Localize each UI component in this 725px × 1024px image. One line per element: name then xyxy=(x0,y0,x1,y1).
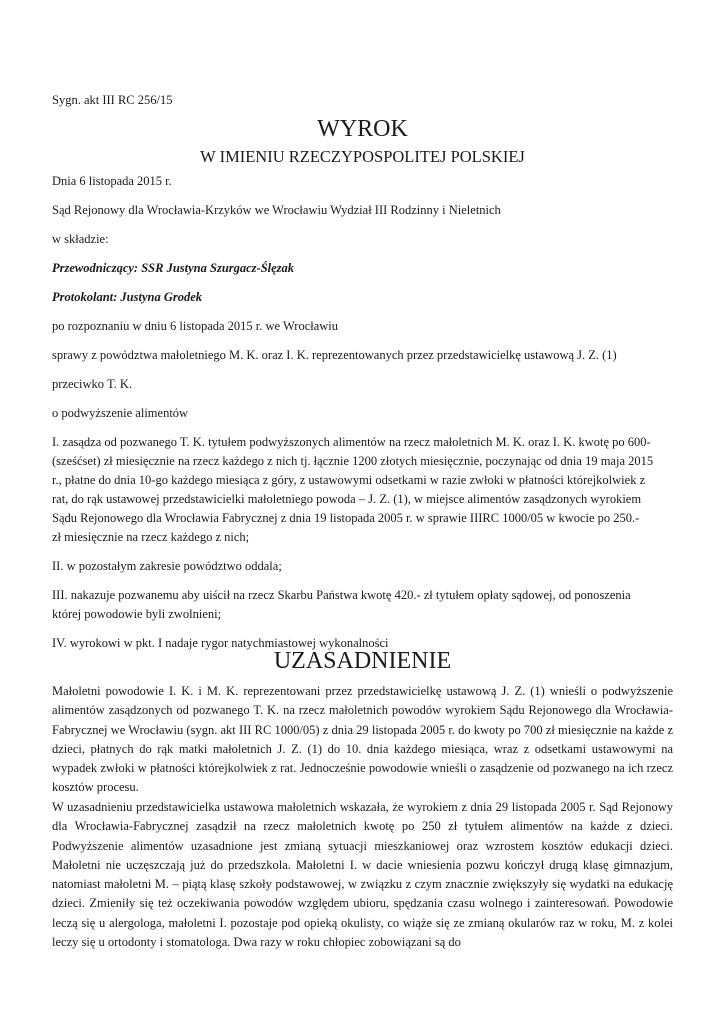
verdict-line: Sądu Rejonowego dla Wrocławia Fabrycznej z dnia 19 listopada 2005 r. w sprawie IIIRC 1000/05 w kwocie po 250.- xyxy=(52,511,640,525)
court-clerk: Protokolant: Justyna Grodek xyxy=(52,290,203,304)
justification-paragraph-1: Małoletni powodowie I. K. i M. K. reprezentowani przez przedstawicielkę ustawową J. Z. (1) wnieśli o podwyższenie alimentów zasądzonych od pozwanego T. K. na rzecz małoletnich powodów wyrokiem Sądu Rejonowego dla Wrocławia-Fabrycznej we Wrocławiu (sygn. akt III RC 1000/05) z dnia 29 listopada 2005 r. do kwoty po 700 zł miesięcznie na każde z dzieci, płatnych do rąk matki małoletnich J. Z. (1) do 10. dnia każdego miesiąca, wraz z odsetkami ustawowymi na wypadek zwłoki w płatności którejkolwiek z rat. Jednocześnie powodowie wnieśli o zasądzenie od pozwanego na ich rzecz kosztów procesu. xyxy=(52,684,673,795)
verdict-line: (sześćset) zł miesięcznie na rzecz każdego z nich tj. łącznie 1200 złotych miesięcznie, poczynając od dnia 19 maja 2015 xyxy=(52,454,654,468)
verdict-point-4: IV. wyrokowi w pkt. I nadaje rygor natychmiastowej wykonalności xyxy=(52,636,389,650)
verdict-point-2: II. w pozostałym zakresie powództwo oddala; xyxy=(52,559,282,573)
verdict-line: rat, do rąk ustawowej przedstawicielki małoletniego powoda – J. Z. (1), w miejsce alimentów zasądzonych wyrokiem xyxy=(52,492,642,506)
verdict-line: I. zasądza od pozwanego T. K. tytułem podwyższonych alimentów na rzecz małoletnich M. K. oraz I. K. kwotę po 600- xyxy=(52,435,651,449)
verdict-line: której powodowie byli zwolnieni; xyxy=(52,607,222,621)
verdict-line: zł miesięcznie na rzecz każdego z nich; xyxy=(52,530,250,544)
case-number: Sygn. akt III RC 256/15 xyxy=(52,93,173,107)
judgment-date: Dnia 6 listopada 2015 r. xyxy=(52,174,172,188)
justification-title: UZASADNIENIE xyxy=(273,648,452,674)
presiding-judge: Przewodniczący: SSR Justyna Szurgacz-Ślęzak xyxy=(52,261,295,275)
court-name: Sąd Rejonowy dla Wrocławia-Krzyków we Wrocławiu Wydział III Rodzinny i Nieletnich xyxy=(52,203,501,217)
composition-label: w składzie: xyxy=(52,232,109,246)
document-title: WYROK xyxy=(317,116,408,142)
document-subtitle: W IMIENIU RZECZYPOSPOLITEJ POLSKIEJ xyxy=(200,147,525,166)
verdict-line: r., płatne do dnia 10-go każdego miesiąca z góry, z ustawowymi odsetkami w razie zwłoki w płatności którejkolwiek z xyxy=(52,473,646,487)
case-description: sprawy z powództwa małoletniego M. K. oraz I. K. reprezentowanych przez przedstawicielkę ustawową J. Z. (1) xyxy=(52,348,617,362)
defendant-line: przeciwko T. K. xyxy=(52,377,133,391)
hearing-info: po rozpoznaniu w dniu 6 listopada 2015 r. we Wrocławiu xyxy=(52,319,339,333)
case-subject: o podwyższenie alimentów xyxy=(52,406,189,420)
justification-paragraph-2: W uzasadnieniu przedstawicielka ustawowa małoletnich wskazała, że wyrokiem z dnia 29 listopada 2005 r. Sąd Rejonowy dla Wrocławia-Fabrycznej zasądził na rzecz małoletnich kwotę po 250 zł tytułem alimentów na każde z dzieci. Podwyższenie alimentów uzasadnione jest zmianą sytuacji mieszkaniowej oraz wzrostem kosztów edukacji dzieci. Małoletni nie uczęszczają już do przedszkola. Małoletni I. w dacie wniesienia pozwu kończył drugą klasę gimnazjum, natomiast małoletni M. – piątą klasę szkoły podstawowej, w związku z czym znacznie zwiększyły się wydatki na edukację dzieci. Zmieniły się też oczekiwania powodów względem ubioru, spędzania czasu wolnego i zainteresowań. Powodowie leczą się u alergologa, małoletni I. pozostaje pod opieką okulisty, co wiąże się ze zmianą okularów raz w roku, M. z kolei leczy się u ortodonty i stomatologa. Dwa razy w roku chłopiec zobowiązani są do xyxy=(52,800,673,950)
verdict-line: III. nakazuje pozwanemu aby uiścił na rzecz Skarbu Państwa kwotę 420.- zł tytułem opłaty sądowej, od ponoszenia xyxy=(52,588,631,602)
